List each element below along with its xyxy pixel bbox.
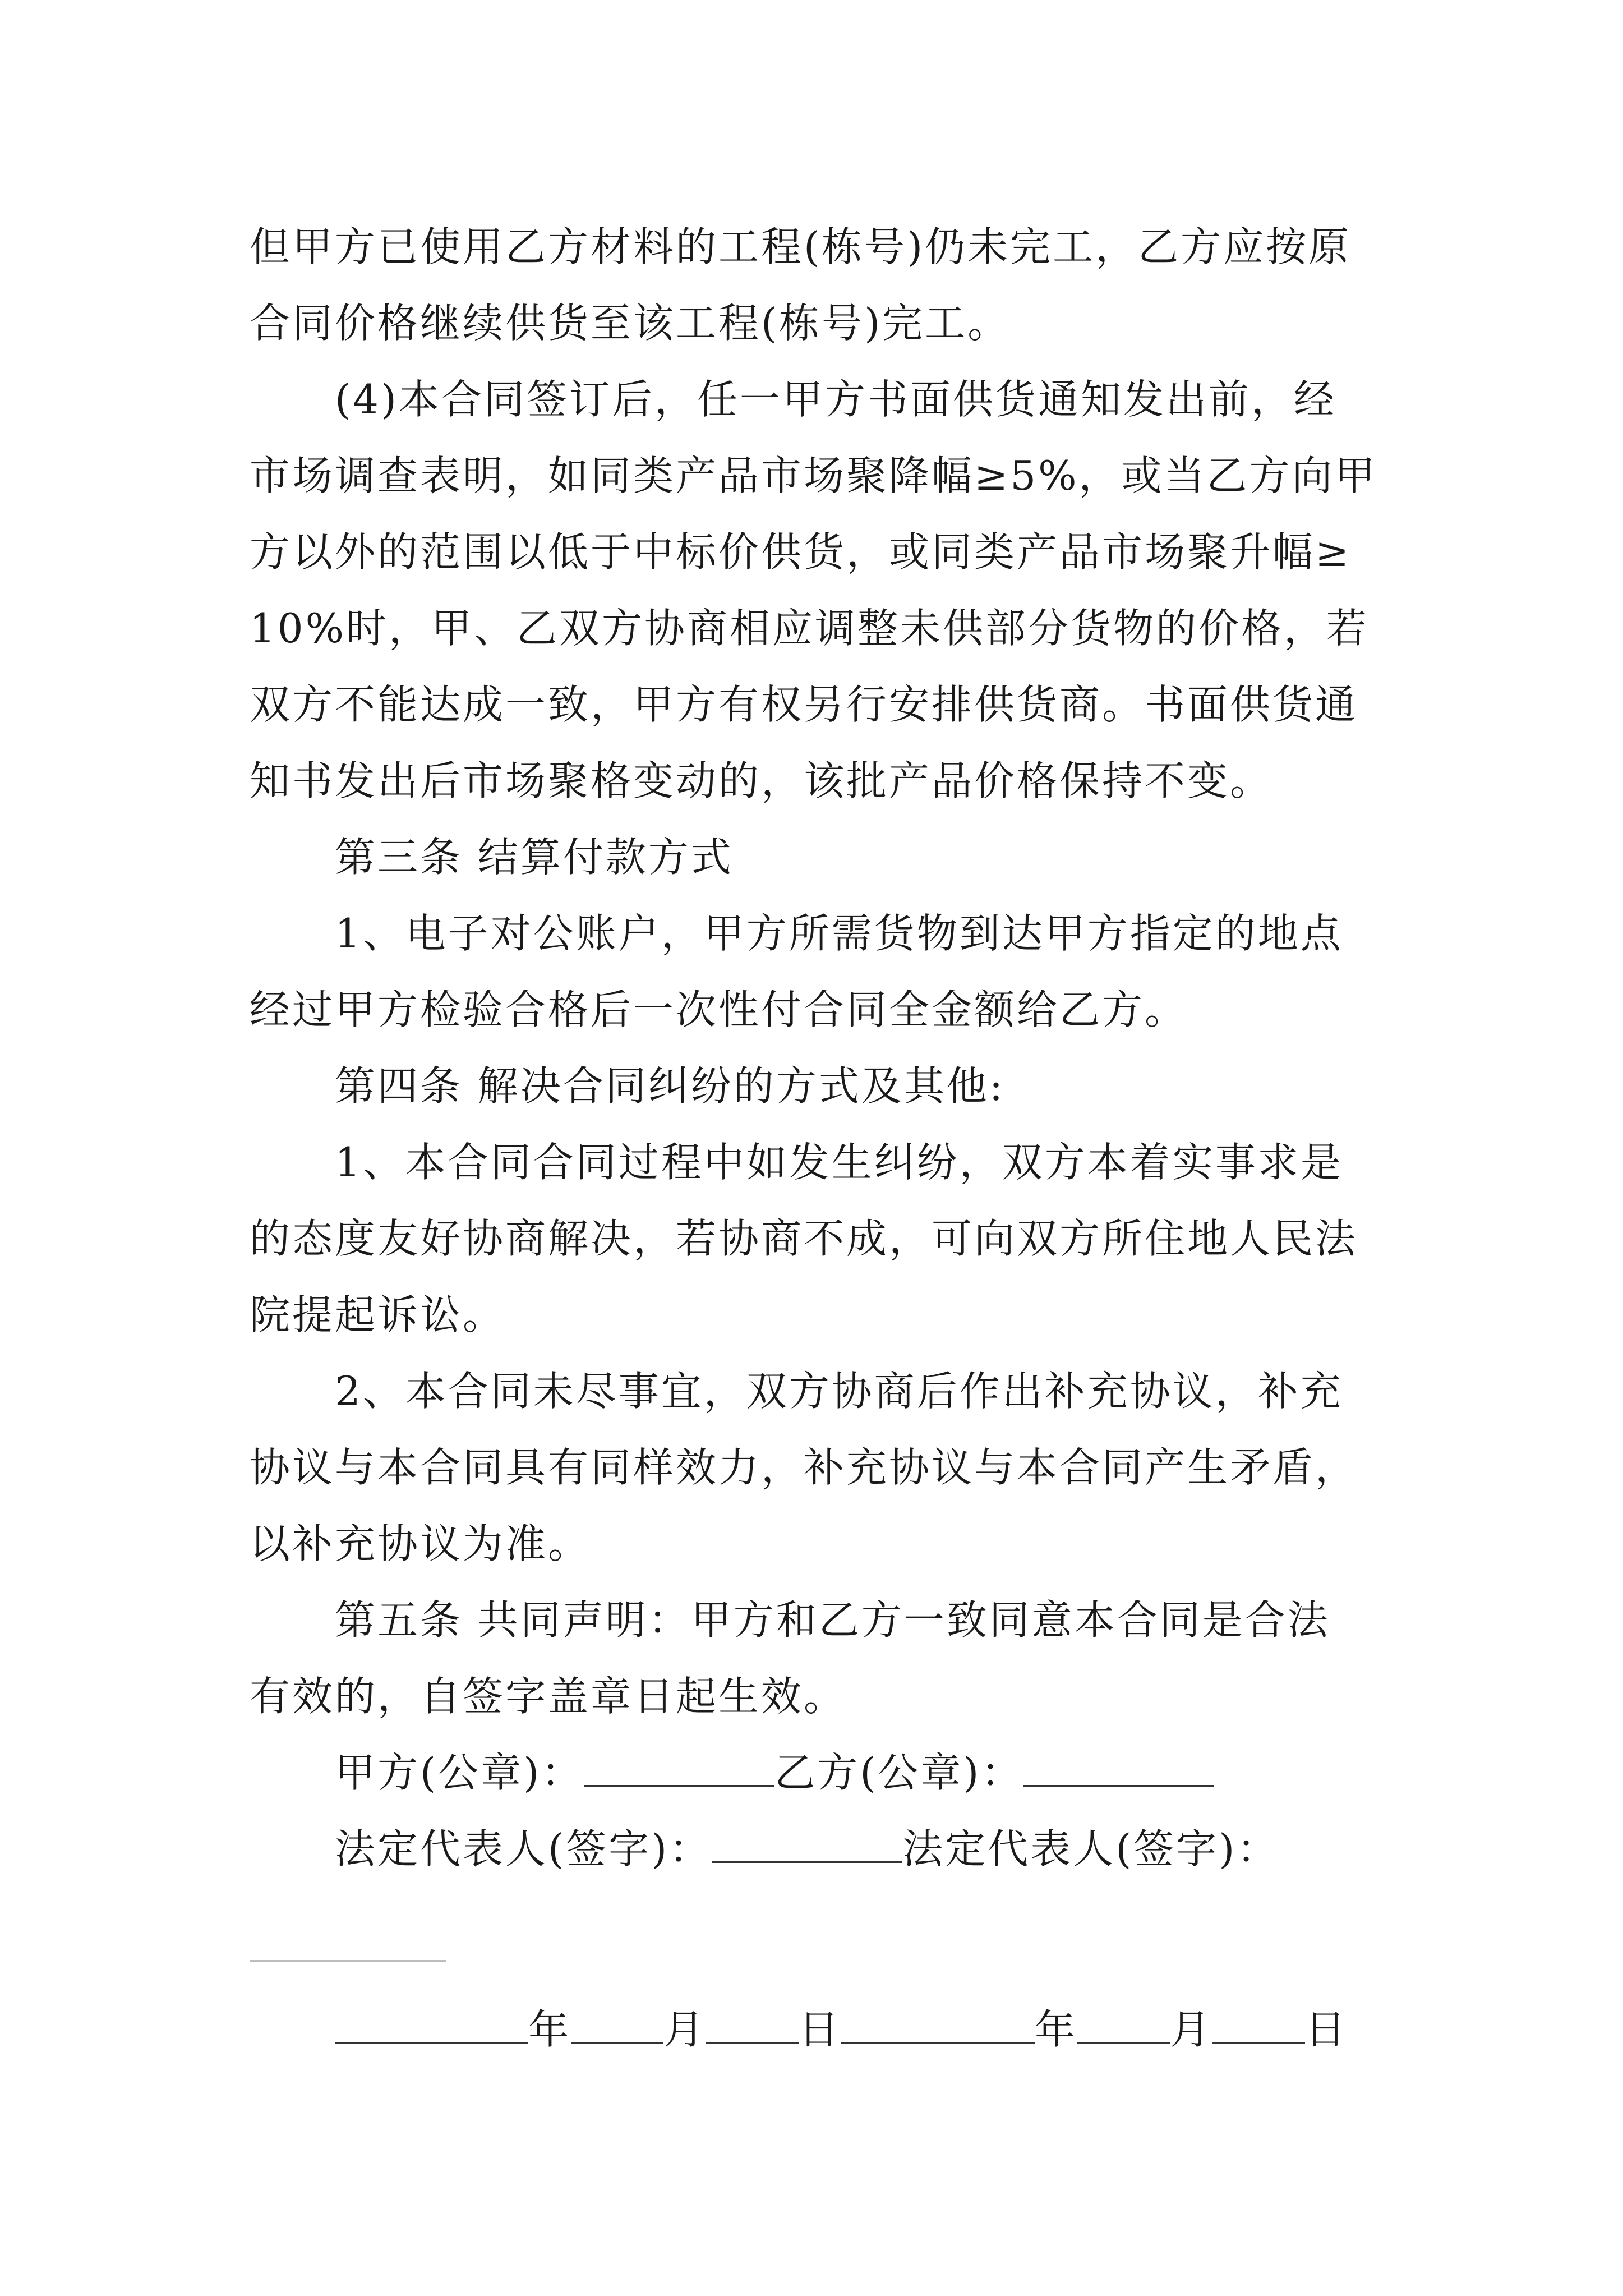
party-b-year-blank [841, 2001, 1035, 2044]
paragraph-article-5 [250, 1582, 1388, 1734]
text-line: 经过甲方检验合格后一次性付合同全金额给乙方。 [250, 986, 1188, 1033]
party-b-representative-label: 法定代表人(签字)： [902, 1825, 1280, 1872]
text-line: 知书发出后市场聚格变动的，该批产品价格保持不变。 [250, 757, 1273, 804]
party-b-seal-blank [1023, 1745, 1214, 1787]
party-a-representative-blank [712, 1821, 902, 1863]
text-line: 方以外的范围以低于中标价供货，或同类产品市场聚升幅≥ [250, 528, 1352, 576]
party-b-day-blank [1212, 2001, 1305, 2044]
paragraph-article-4-item-1 [250, 1124, 1388, 1353]
party-b-month-blank [1077, 2001, 1170, 2044]
party-a-representative-label: 法定代表人(签字)： [335, 1825, 712, 1872]
party-b-day-label: 日 [1305, 2006, 1348, 2053]
party-a-day-blank [706, 2001, 799, 2044]
party-b-month-label: 月 [1170, 2006, 1213, 2053]
party-a-year-label: 年 [528, 2006, 571, 2053]
party-a-day-label: 日 [799, 2006, 842, 2053]
text-line: 但甲方已使用乙方材料的工程(栋号)仍未完工，乙方应按原 [250, 223, 1352, 270]
text-line: 10%时，甲、乙双方协商相应调整未供部分货物的价格，若 [250, 605, 1370, 652]
party-b-year-label: 年 [1035, 2006, 1078, 2053]
contract-body [250, 209, 1388, 1887]
text-line: 2、本合同未尽事宜，双方协商后作出补充协议，补充 [335, 1368, 1343, 1415]
party-a-seal-blank [584, 1745, 774, 1787]
text-line: 1、电子对公账户，甲方所需货物到达甲方指定的地点 [335, 910, 1343, 957]
text-line: 的态度友好协商解决，若协商不成，可向双方所住地人民法 [250, 1215, 1358, 1262]
party-b-seal-label: 乙方(公章)： [774, 1749, 1024, 1796]
text-line: 以补充协议为准。 [250, 1520, 591, 1567]
text-line: 有效的，自签字盖章日起生效。 [250, 1673, 847, 1720]
text-line: 双方不能达成一致，甲方有权另行安排供货商。书面供货通 [250, 681, 1358, 728]
party-a-month-blank [571, 2001, 663, 2044]
party-a-year-blank [335, 2001, 528, 2044]
text-line: 协议与本合同具有同样效力，补充协议与本合同产生矛盾， [250, 1444, 1358, 1491]
section-heading-article-4 [250, 1048, 1388, 1124]
text-line: (4)本合同签订后，任一甲方书面供货通知发出前，经 [335, 376, 1336, 423]
text-line: 第三条 结算付款方式 [335, 834, 734, 881]
paragraph-article-3-item-1 [250, 895, 1388, 1048]
text-line: 院提起诉讼。 [250, 1291, 506, 1338]
signature-row-representatives [250, 1811, 1388, 1887]
text-line: 合同价格继续供货至该工程(栋号)完工。 [250, 300, 1011, 347]
party-a-seal-label: 甲方(公章)： [335, 1749, 584, 1796]
signature-continuation-line [250, 1960, 446, 1962]
paragraph-clause-continuation [250, 209, 1388, 361]
section-heading-article-3 [250, 819, 1388, 895]
text-line: 第四条 解决合同纠纷的方式及其他: [335, 1062, 1006, 1110]
text-line: 市场调查表明，如同类产品市场聚降幅≥5%，或当乙方向甲 [250, 452, 1377, 499]
text-line: 第五条 共同声明：甲方和乙方一致同意本合同是合法 [335, 1596, 1330, 1644]
signature-row-seals [250, 1734, 1388, 1811]
paragraph-article-4-item-2 [250, 1353, 1388, 1582]
date-row [335, 1991, 1348, 2068]
paragraph-clause-4 [250, 361, 1388, 819]
party-a-month-label: 月 [663, 2006, 707, 2053]
text-line: 1、本合同合同过程中如发生纠纷，双方本着实事求是 [335, 1139, 1343, 1186]
